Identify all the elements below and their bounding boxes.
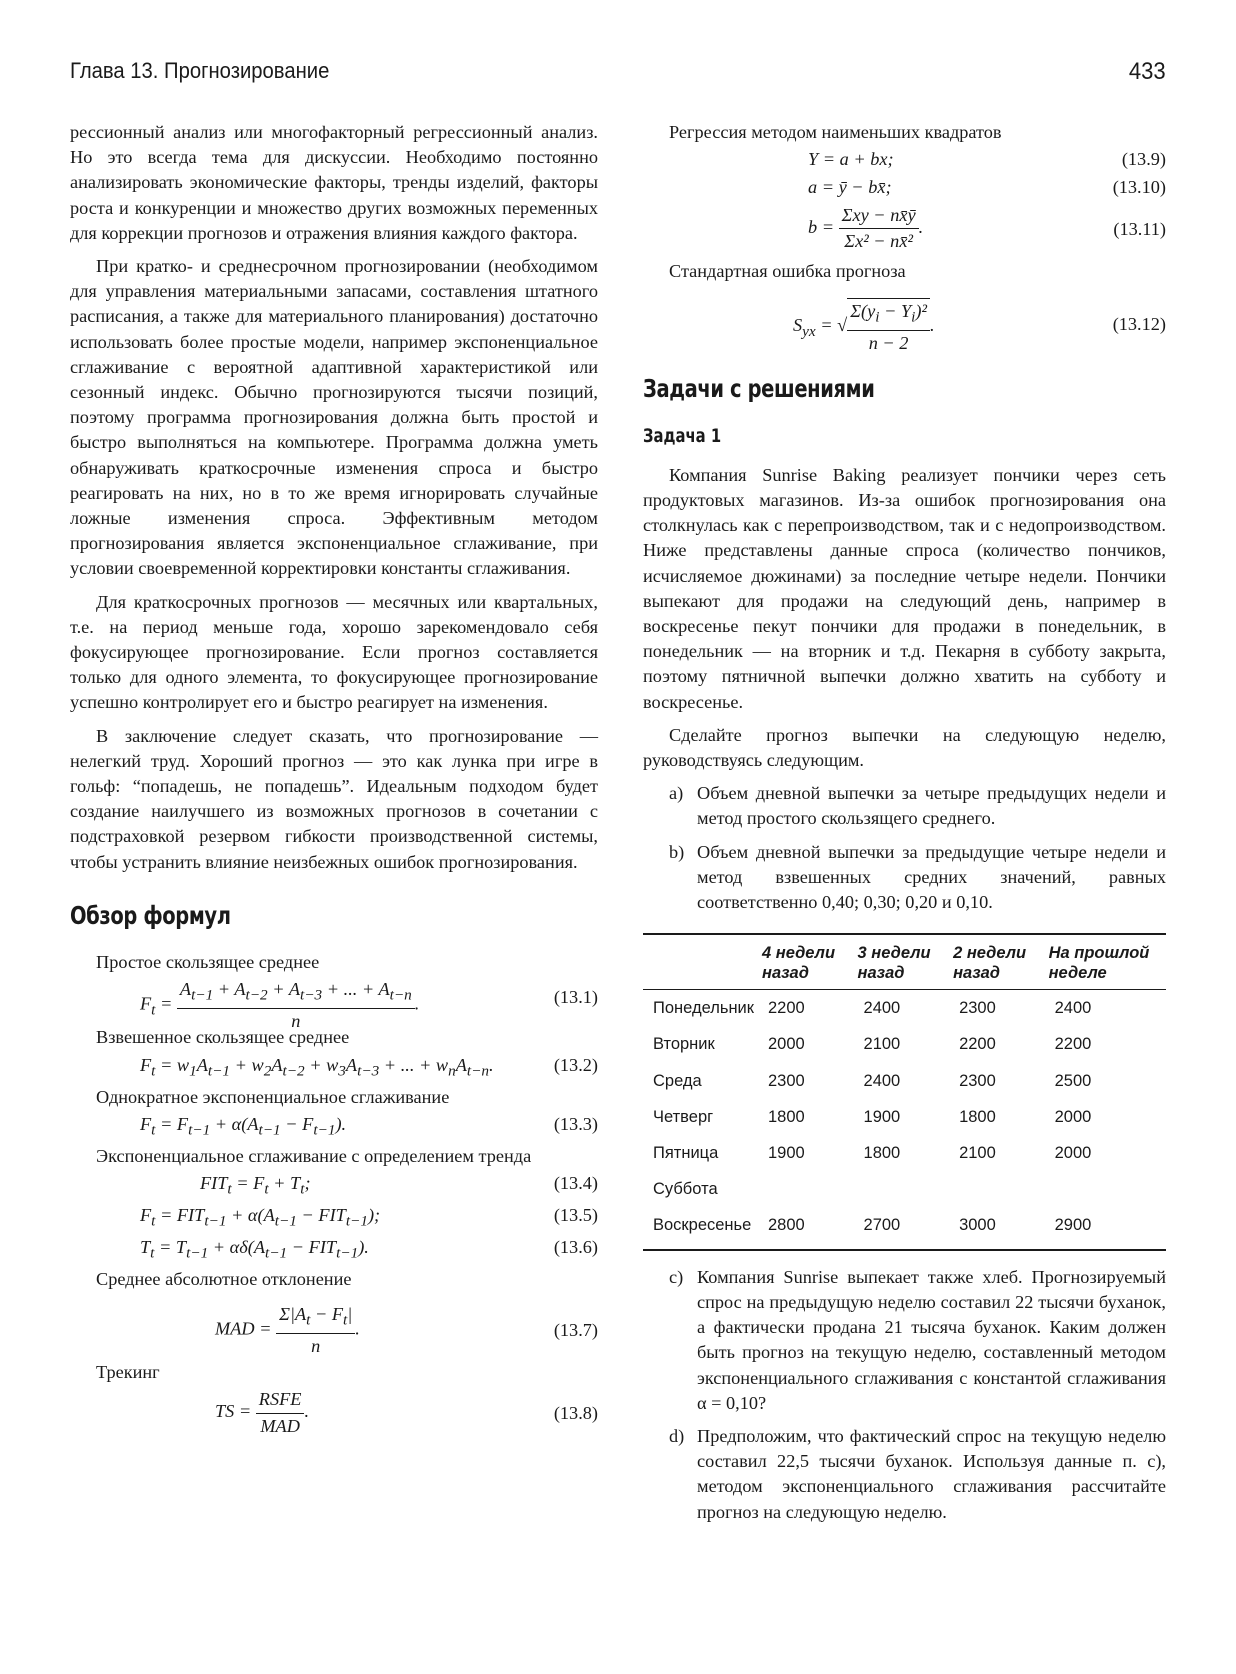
task-items-ab xyxy=(643,781,1166,915)
chapter-title: Глава 13. Прогнозирование xyxy=(70,58,330,83)
formula-label: Регрессия методом наименьших квадратов xyxy=(669,122,1002,142)
formula-13-2: $F_t = w_1A_{t-1} + w_2A_{t-2} + w_3A_{t-3}$ + ... + $w_nA_{t-n}$. (13.2) xyxy=(140,1054,598,1080)
equation-number: (13.12) xyxy=(1112,314,1166,335)
equation-number: (13.1) xyxy=(553,987,598,1008)
formula-13-11: b = $\frac{\text{Σxy − nx̄ȳ}}{\text{Σx² − nx̄²}}$ . (13.11) xyxy=(808,205,1166,252)
formula-label: Стандартная ошибка прогноза xyxy=(669,261,906,282)
formula-13-4: $FIT_t = F_t + T_t$; (13.4) xyxy=(200,1172,598,1198)
table-row: Среда 2300 2400 2300 2500 xyxy=(653,1071,1092,1090)
table-header-row: 4 недели назад 3 недели назад 2 недели назад На прошлой неделе xyxy=(643,934,1166,990)
paragraph: При кратко- и среднесрочном прогнозировании (необходимом для управления материальными запасами, составления штатного расписания, а также для материального планирования) достаточно использовать более простые модели, например экспоненциальное сглаживание с вероятной адаптивной характеристикой или сезонный индекс. Обычно прогнозируются тысячи позиций, поэтому программа прогнозирования должна быть простой и быстро выполняться на компьютере. Программа должна уметь обнаруживать краткосрочные изменения спроса и быстро реагировать на них, но в то же время игнорировать случайные ложные изменения спроса. Эффективным методом прогнозирования является экспоненциальное сглаживание, при условии своевременной корректировки константы сглаживания. xyxy=(70,256,598,579)
formula-13-5: $F_t = FIT_{t-1} + \alpha(A_{t-1} - FIT_{t-1})$; (13.5) xyxy=(140,1204,598,1230)
list-item: a) Объем дневной выпечки за четыре предыдущих недели и метод простого скользящего среднего. xyxy=(669,783,1166,829)
formula-label: Однократное экспоненциальное сглаживание xyxy=(96,1086,450,1107)
table-row: Четверг 1800 1900 1800 2000 xyxy=(653,1107,1092,1126)
equation-number: (13.10) xyxy=(1112,177,1166,198)
right-column xyxy=(643,120,1166,1533)
list-item: b) Объем дневной выпечки за предыдущие четыре недели и метод взвешенных средних значений, равных соответственно 0,40; 0,30; 0,20 и 0,10. xyxy=(669,841,1166,913)
equation-number: (13.9) xyxy=(1121,149,1166,170)
table-row: Вторник 2000 2100 2200 2200 xyxy=(653,1035,1092,1054)
formula-13-1: $F_t$ = $\frac{A_{t-1} + A_{t-2} + A_{t-3} + ... + A_{t-n}}{n}$ . (13.1) xyxy=(140,979,598,1032)
formula-13-6: $T_t = T_{t-1} + \alpha\delta(A_{t-1} - FIT_{t-1})$. (13.6) xyxy=(140,1236,598,1262)
list-item: c) Компания Sunrise выпекает также хлеб. Прогнозируемый спрос на предыдущую неделю составил 22 тысячи буханок, а фактически продана 21 тысяча буханок. Каким должен быть прогноз на текущую неделю, составленный методом экспоненциального сглаживания с константой сглаживания α = 0,10? xyxy=(669,1266,1166,1413)
equation-number: (13.8) xyxy=(553,1403,598,1424)
equation-number: (13.3) xyxy=(553,1113,598,1134)
demand-table xyxy=(643,933,1166,1250)
equation-number: (13.4) xyxy=(553,1172,598,1193)
table-row: Пятница 1900 1800 2100 2000 xyxy=(653,1144,1092,1163)
formula-label: Простое скользящее среднее xyxy=(96,952,320,973)
paragraph: В заключение следует сказать, что прогнозирование — нелегкий труд. Хороший прогноз — это как лунка при игре в гольф: “попадешь, не попадешь”. Идеальным подходом будет создание наилучшего из возможных прогнозов в сочетании с подстраховкой резервом гибкости производственной системы, чтобы устранить влияние неизбежных ошибок прогнозирования. xyxy=(70,725,598,872)
equation-number: (13.7) xyxy=(553,1320,598,1341)
paragraph: Для краткосрочных прогнозов — месячных или квартальных, т.е. на период меньше года, хорошо зарекомендовало себя фокусирующее прогнозирование. Если прогноз составляется только для одного элемента, то фокусирующее прогнозирование успешно контролирует его и быстро реагирует на изменения. xyxy=(70,591,598,713)
paragraph: Компания Sunrise Baking реализует пончики через сеть продуктовых магазинов. Из-за ошибок прогнозирования она столкнулась как с перепроизводством, так и с недопроизводством. Ниже представлены данные спроса (количество пончиков, исчисляемое дюжинами) за последние четыре недели. Пончики выпекают для продажи на следующий день, например в воскресенье пекут пончики для продажи в понедельник, в понедельник — на вторник и т.д. Пекарня в субботу закрыта, поэтому пятничной выпечки должно хватить на субботу и воскресенье. xyxy=(643,464,1166,712)
formula-label: Взвешенное скользящее среднее xyxy=(96,1027,350,1048)
equation-number: (13.6) xyxy=(553,1236,598,1257)
paragraph: Сделайте прогноз выпечки на следующую неделю, руководствуясь следующим. xyxy=(643,724,1166,771)
equation-number: (13.2) xyxy=(553,1054,598,1075)
table-row: Понедельник 2200 2400 2300 2400 xyxy=(653,999,1092,1018)
page-number: 433 xyxy=(1128,58,1166,85)
formula-13-9: Y = a + bx; (13.9) xyxy=(643,147,1166,175)
task-heading: Задача 1 xyxy=(643,424,722,447)
formula-label: Среднее абсолютное отклонение xyxy=(96,1268,352,1289)
formula-13-12: $S_{yx}$ = √ $\frac{\Sigma(y_i - Y_i)^2}{n - 2}$ . (13.12) xyxy=(643,286,1166,358)
formula-13-8: TS = $\frac{\text{RSFE}}{\text{MAD}}$ . (13.8) xyxy=(215,1389,598,1436)
formula-label: Трекинг xyxy=(96,1362,160,1383)
equation-number: (13.11) xyxy=(1113,219,1166,240)
paragraph: рессионный анализ или многофакторный регрессионный анализ. Но это всегда тема для дискуссии. Необходимо постоянно анализировать экономические факторы, тренды изделий, факторы роста и конкуренции и множество других возможных переменных для коррекции прогнозов и отражения влияния каждого фактора. xyxy=(70,122,598,243)
left-column xyxy=(70,120,598,1441)
formula-13-10: a = ȳ − bx̄; (13.10) xyxy=(643,175,1166,203)
section-heading: Задачи с решениями xyxy=(643,374,875,404)
task-items-cd xyxy=(643,1265,1166,1525)
list-item: d) Предположим, что фактический спрос на текущую неделю составил 22,5 тысячи буханок. Используя данные п. c), методом экспоненциального сглаживания рассчитайте прогноз на следующую неделю. xyxy=(669,1425,1166,1522)
formula-13-3: $F_t = F_{t-1} + \alpha(A_{t-1} - F_{t-1})$. (13.3) xyxy=(140,1113,598,1139)
table-row: Суббота xyxy=(653,1180,718,1199)
section-heading: Обзор формул xyxy=(70,900,231,930)
running-header xyxy=(70,58,1166,92)
table-row: Воскресенье 2800 2700 3000 2900 xyxy=(643,1207,1166,1249)
formula-13-7: MAD = $\frac{\Sigma|A_t - F_t|}{n}$ . (13.7) xyxy=(215,1304,598,1356)
formula-label: Экспоненциальное сглаживание с определением тренда xyxy=(96,1145,532,1166)
equation-number: (13.5) xyxy=(553,1204,598,1225)
